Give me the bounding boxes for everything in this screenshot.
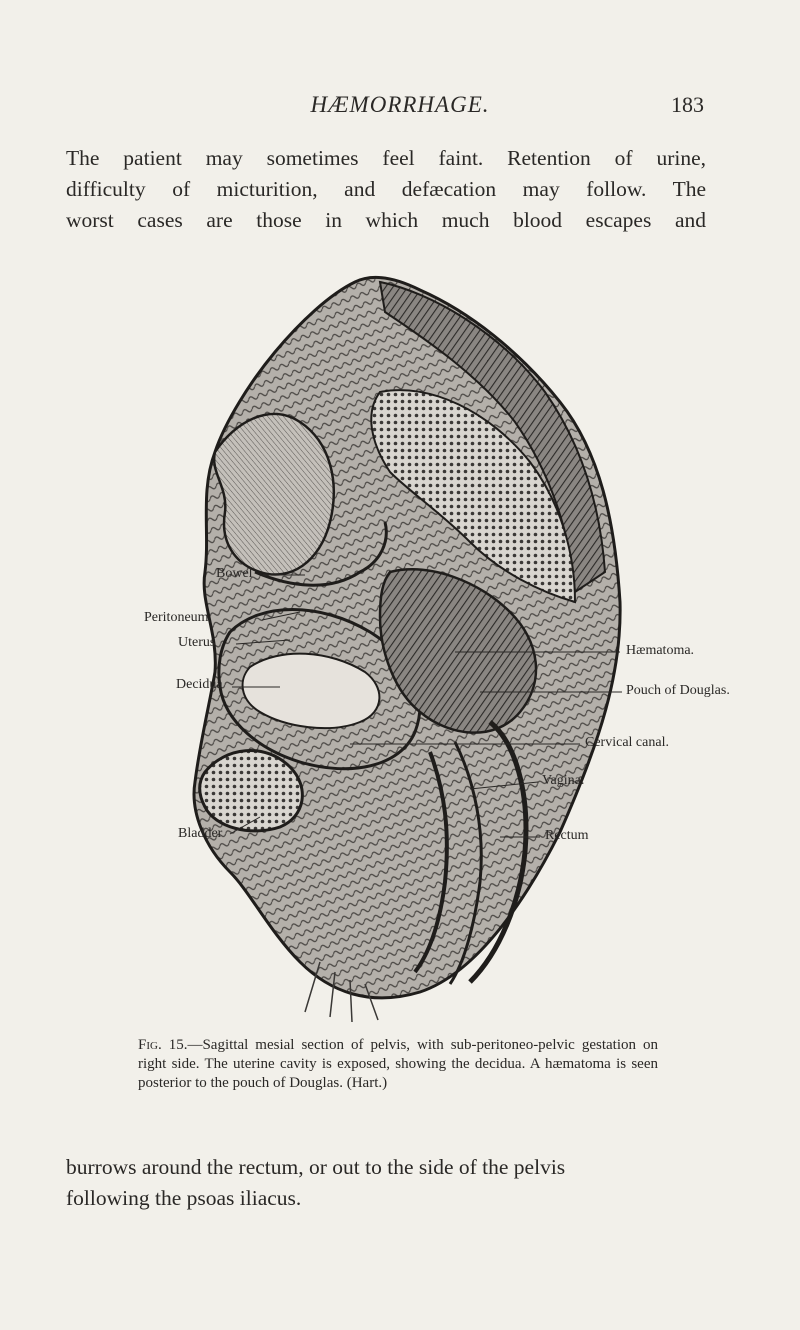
label-bowel: Bowel xyxy=(216,566,253,581)
label-rectum: Rectum xyxy=(545,828,589,843)
page-number: 183 xyxy=(671,92,704,117)
text-line: difficulty of micturition, and defæcation may follow. The xyxy=(66,177,706,201)
bladder-shape xyxy=(200,751,303,831)
text-line: burrows around the rectum, or out to the side of the pelvis xyxy=(66,1155,566,1179)
text-line: The patient may sometimes feel faint. Retention of urine, xyxy=(66,146,706,170)
label-haematoma: Hæmatoma. xyxy=(626,643,695,658)
anatomical-figure xyxy=(0,272,800,1032)
caption-text: —Sagittal mesial section of pelvis, with sub-peritoneo-pelvic gestation on right side. The uterine cavity is exposed, showing the decidua. A hæmatoma is seen posterior to the pouch of Douglas. (Hart.) xyxy=(138,1037,659,1091)
paragraph-top xyxy=(66,143,706,236)
label-vagina: Vagina. xyxy=(542,773,585,788)
label-uterus: Uterus xyxy=(178,635,216,650)
label-cervical-canal: Cervical canal. xyxy=(585,735,669,750)
label-pouch-of-douglas: Pouch of Douglas. xyxy=(626,683,730,698)
bowel-loops xyxy=(214,414,334,575)
figure-number: Fig. 15. xyxy=(138,1037,188,1053)
label-bladder: Bladder xyxy=(178,826,223,841)
text-line: worst cases are those in which much blood escapes and xyxy=(66,208,706,232)
label-decidua: Decidua xyxy=(176,677,223,692)
running-title: HÆMORRHAGE. xyxy=(310,92,490,117)
paragraph-bottom xyxy=(66,1152,706,1214)
label-peritoneum: Peritoneum xyxy=(144,610,209,625)
text-line: following the psoas iliacus. xyxy=(66,1186,302,1210)
figure-caption xyxy=(138,1036,658,1093)
page-header xyxy=(0,92,800,124)
